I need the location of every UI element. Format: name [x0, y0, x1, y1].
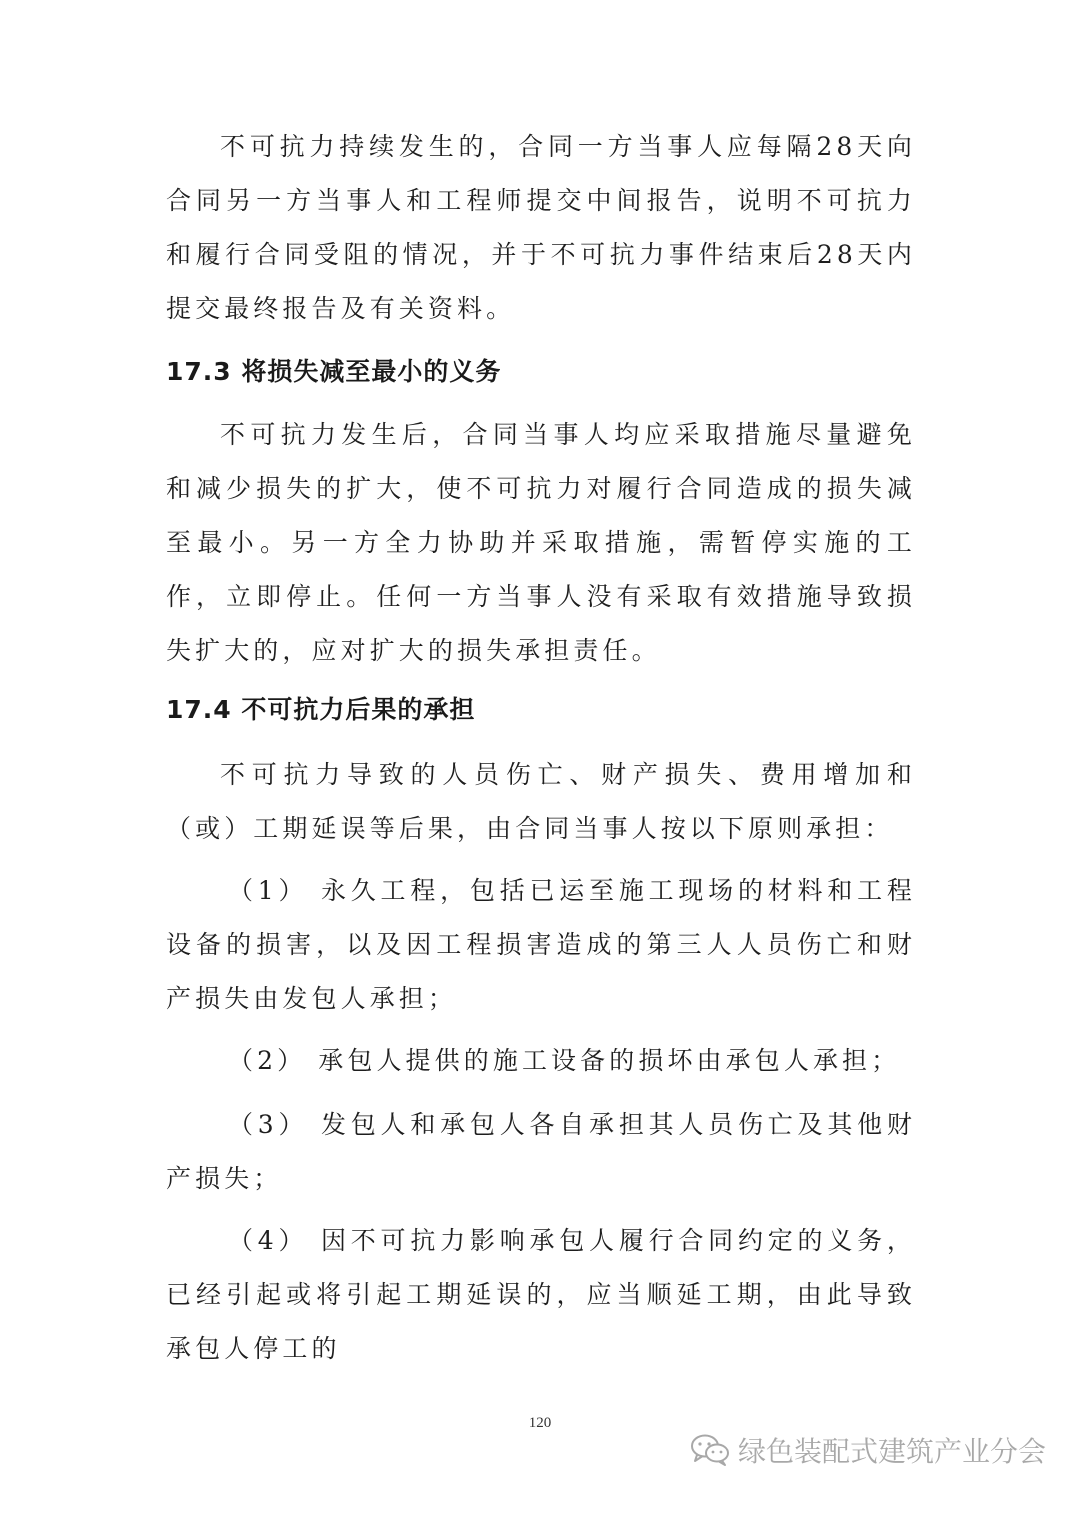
- list-item-2: （2） 承包人提供的施工设备的损坏由承包人承担；: [228, 1046, 901, 1075]
- list-item-3: （3） 发包人和承包人各自承担其人员伤亡及其他财产损失；: [166, 1110, 916, 1193]
- wechat-icon: [690, 1433, 730, 1467]
- list-item-1: （1） 永久工程，包括已运至施工现场的材料和工程设备的损害，以及因工程损害造成的第三人人员伤亡和财产损失由发包人承担；: [166, 876, 916, 1013]
- heading-17-4: 17.4 不可抗力后果的承担: [166, 695, 476, 724]
- watermark: [690, 1430, 1046, 1470]
- heading-17-3: 17.3 将损失减至最小的义务: [166, 357, 502, 386]
- list-item-4: （4） 因不可抗力影响承包人履行合同约定的义务，已经引起或将引起工期延误的，应当顺延工期，由此导致承包人停工的: [166, 1226, 916, 1363]
- paragraph-force-majeure-reports: 不可抗力持续发生的，合同一方当事人应每隔28天向合同另一方当事人和工程师提交中间报告，说明不可抗力和履行合同受阻的情况，并于不可抗力事件结束后28天内提交最终报告及有关资料。: [166, 132, 916, 323]
- paragraph-consequences-intro: 不可抗力导致的人员伤亡、财产损失、费用增加和（或）工期延误等后果，由合同当事人按以下原则承担：: [166, 760, 916, 843]
- page-number: 120: [528, 1415, 552, 1431]
- paragraph-minimize-loss: 不可抗力发生后，合同当事人均应采取措施尽量避免和减少损失的扩大，使不可抗力对履行合同造成的损失减至最小。另一方全力协助并采取措施，需暂停实施的工作，立即停止。任何一方当事人没有采取有效措施导致损失扩大的，应对扩大的损失承担责任。: [166, 420, 916, 665]
- watermark-text: 绿色装配式建筑产业分会: [737, 1435, 1046, 1468]
